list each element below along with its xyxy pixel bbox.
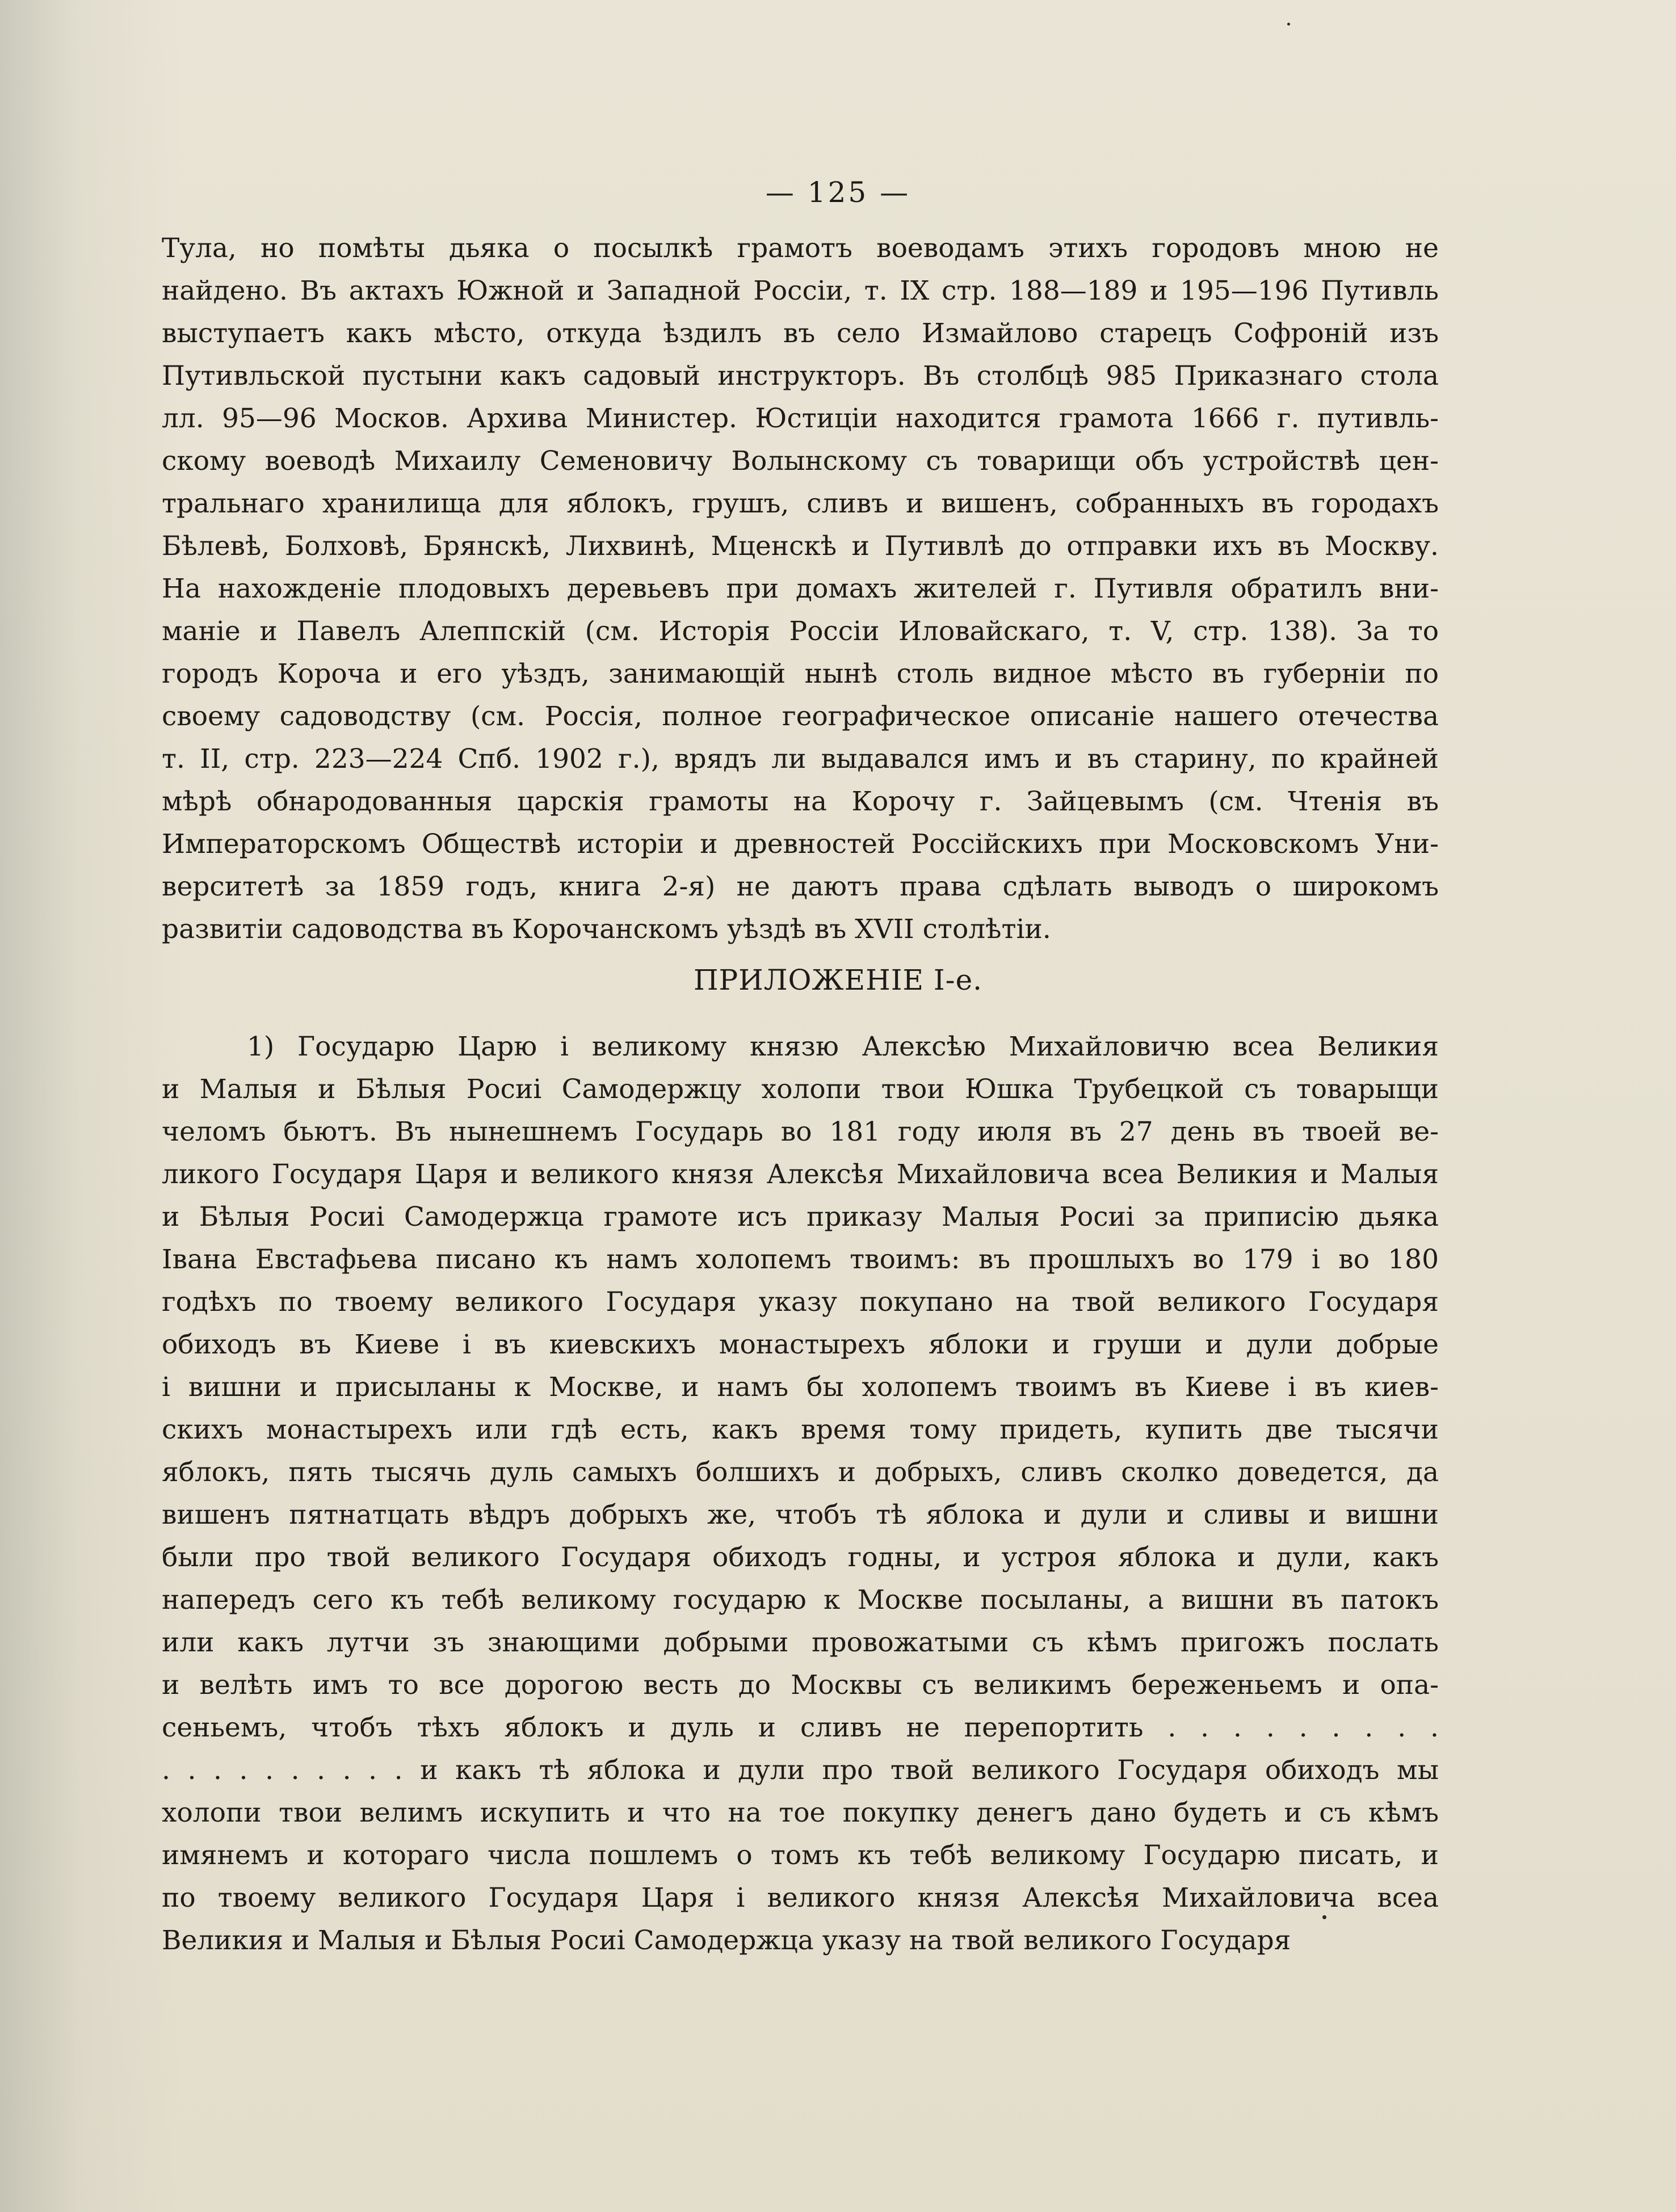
text-line: На нахожденіе плодовыхъ деревьевъ при домахъ жителей г. Путивля обратилъ вни- bbox=[162, 573, 1439, 604]
text-line: Императорскомъ Обществѣ исторіи и древностей Россійскихъ при Московскомъ Уни- bbox=[162, 829, 1439, 860]
text-line: скихъ монастырехъ или гдѣ есть, какъ время тому придеть, купить две тысячи bbox=[162, 1414, 1439, 1445]
text-line: лл. 95—96 Москов. Архива Министер. Юстиціи находится грамота 1666 г. путивль- bbox=[162, 403, 1439, 434]
text-line: найдено. Въ актахъ Южной и Западной Россіи, т. IX стр. 188—189 и 195—196 Путивль bbox=[162, 275, 1439, 306]
appendix-heading: ПРИЛОЖЕНІЕ I-е. bbox=[693, 964, 983, 996]
text-line: . . . . . . . . . . и какъ тѣ яблока и дули про твой великого Государя обиходъ мы bbox=[162, 1755, 1439, 1786]
text-line: своему садоводству (см. Россія, полное географическое описаніе нашего отечества bbox=[162, 701, 1439, 732]
text-line: были про твой великого Государя обиходъ годны, и устроя яблока и дули, какъ bbox=[162, 1542, 1439, 1573]
text-line: Бѣлевѣ, Болховѣ, Брянскѣ, Лихвинѣ, Мценскѣ и Путивлѣ до отправки ихъ въ Москву. bbox=[162, 531, 1439, 562]
text-line: имянемъ и котораго числа пошлемъ о томъ къ тебѣ великому Государю писать, и bbox=[162, 1840, 1439, 1871]
text-line: маніе и Павелъ Алеппскій (см. Исторія Россіи Иловайскаго, т. V, стр. 138). За то bbox=[162, 616, 1439, 647]
text-line: Івана Евстафьева писано къ намъ холопемъ твоимъ: въ прошлыхъ во 179 і во 180 bbox=[162, 1244, 1439, 1275]
text-line: яблокъ, пять тысячь дуль самыхъ болшихъ и добрыхъ, сливъ сколко доведется, да bbox=[162, 1457, 1439, 1488]
text-line: холопи твои велимъ искупить и что на тое покупку денегъ дано будеть и съ кѣмъ bbox=[162, 1797, 1439, 1828]
text-line: Путивльской пустыни какъ садовый инструкторъ. Въ столбцѣ 985 Приказнаго стола bbox=[162, 360, 1439, 392]
text-line: и Малыя и Бѣлыя Росиі Самодержцу холопи твои Юшка Трубецкой съ товарыщи bbox=[162, 1074, 1439, 1105]
text-line: челомъ бьютъ. Въ нынешнемъ Государь во 181 году июля въ 27 день въ твоей ве- bbox=[162, 1116, 1439, 1147]
text-line: и велѣть имъ то все дорогою весть до Москвы съ великимъ береженьемъ и опа- bbox=[162, 1669, 1439, 1701]
text-line: напередъ сего къ тебѣ великому государю к Москве посыланы, а вишни въ патокъ bbox=[162, 1584, 1439, 1616]
text-line: или какъ лутчи зъ знающими добрыми провожатыми съ кѣмъ пригожъ послать bbox=[162, 1627, 1439, 1658]
ink-speck bbox=[1322, 1915, 1326, 1919]
text-line: годѣхъ по твоему великого Государя указу покупано на твой великого Государя bbox=[162, 1286, 1439, 1318]
text-line: и Бѣлыя Росиі Самодержца грамоте исъ приказу Малыя Росиі за приписію дьяка bbox=[162, 1201, 1439, 1233]
intro-paragraph bbox=[162, 227, 1439, 951]
text-line: обиходъ въ Киеве і въ киевскихъ монастырехъ яблоки и груши и дули добрые bbox=[162, 1329, 1439, 1360]
text-line: верситетѣ за 1859 годъ, книга 2-я) не даютъ права сдѣлать выводъ о широкомъ bbox=[162, 871, 1439, 902]
text-line: 1) Государю Царю і великому князю Алексѣю Михайловичю всеа Великия bbox=[247, 1031, 1439, 1062]
text-line: городъ Короча и его уѣздъ, занимающій нынѣ столь видное мѣсто въ губерніи по bbox=[162, 658, 1439, 689]
text-line: выступаетъ какъ мѣсто, откуда ѣздилъ въ село Измайлово старецъ Софроній изъ bbox=[162, 318, 1439, 349]
text-line: мѣрѣ обнародованныя царскія грамоты на Корочу г. Зайцевымъ (см. Чтенія въ bbox=[162, 786, 1439, 817]
text-line: і вишни и присыланы к Москве, и намъ бы холопемъ твоимъ въ Киеве і въ киев- bbox=[162, 1372, 1439, 1403]
text-line: Тула, но помѣты дьяка о посылкѣ грамотъ воеводамъ этихъ городовъ мною не bbox=[162, 233, 1439, 264]
ink-speck bbox=[1287, 23, 1290, 26]
text-line: развитіи садоводства въ Корочанскомъ уѣздѣ въ XVII столѣтіи. bbox=[162, 914, 1051, 945]
text-line: сеньемъ, чтобъ тѣхъ яблокъ и дуль и сливъ не перепортить . . . . . . . . . bbox=[162, 1712, 1439, 1743]
text-line: тральнаго хранилища для яблокъ, грушъ, сливъ и вишенъ, собранныхъ въ городахъ bbox=[162, 488, 1439, 519]
text-line: вишенъ пятнатцать вѣдръ добрыхъ же, чтобъ тѣ яблока и дули и сливы и вишни bbox=[162, 1499, 1439, 1530]
text-line: Великия и Малыя и Бѣлыя Росиі Самодержца указу на твой великого Государя bbox=[162, 1925, 1291, 1956]
text-line: по твоему великого Государя Царя і великого князя Алексѣя Михайловича всеа bbox=[162, 1882, 1439, 1914]
text-line: скому воеводѣ Михаилу Семеновичу Волынскому съ товарищи объ устройствѣ цен- bbox=[162, 445, 1439, 477]
appendix-paragraph bbox=[162, 1025, 1439, 1962]
text-line: т. II, стр. 223—224 Спб. 1902 г.), врядъ ли выдавался имъ и въ старину, по крайней bbox=[162, 743, 1439, 775]
text-line: ликого Государя Царя и великого князя Алексѣя Михайловича всеа Великия и Малыя bbox=[162, 1159, 1439, 1190]
page-number: — 125 — bbox=[765, 176, 911, 209]
